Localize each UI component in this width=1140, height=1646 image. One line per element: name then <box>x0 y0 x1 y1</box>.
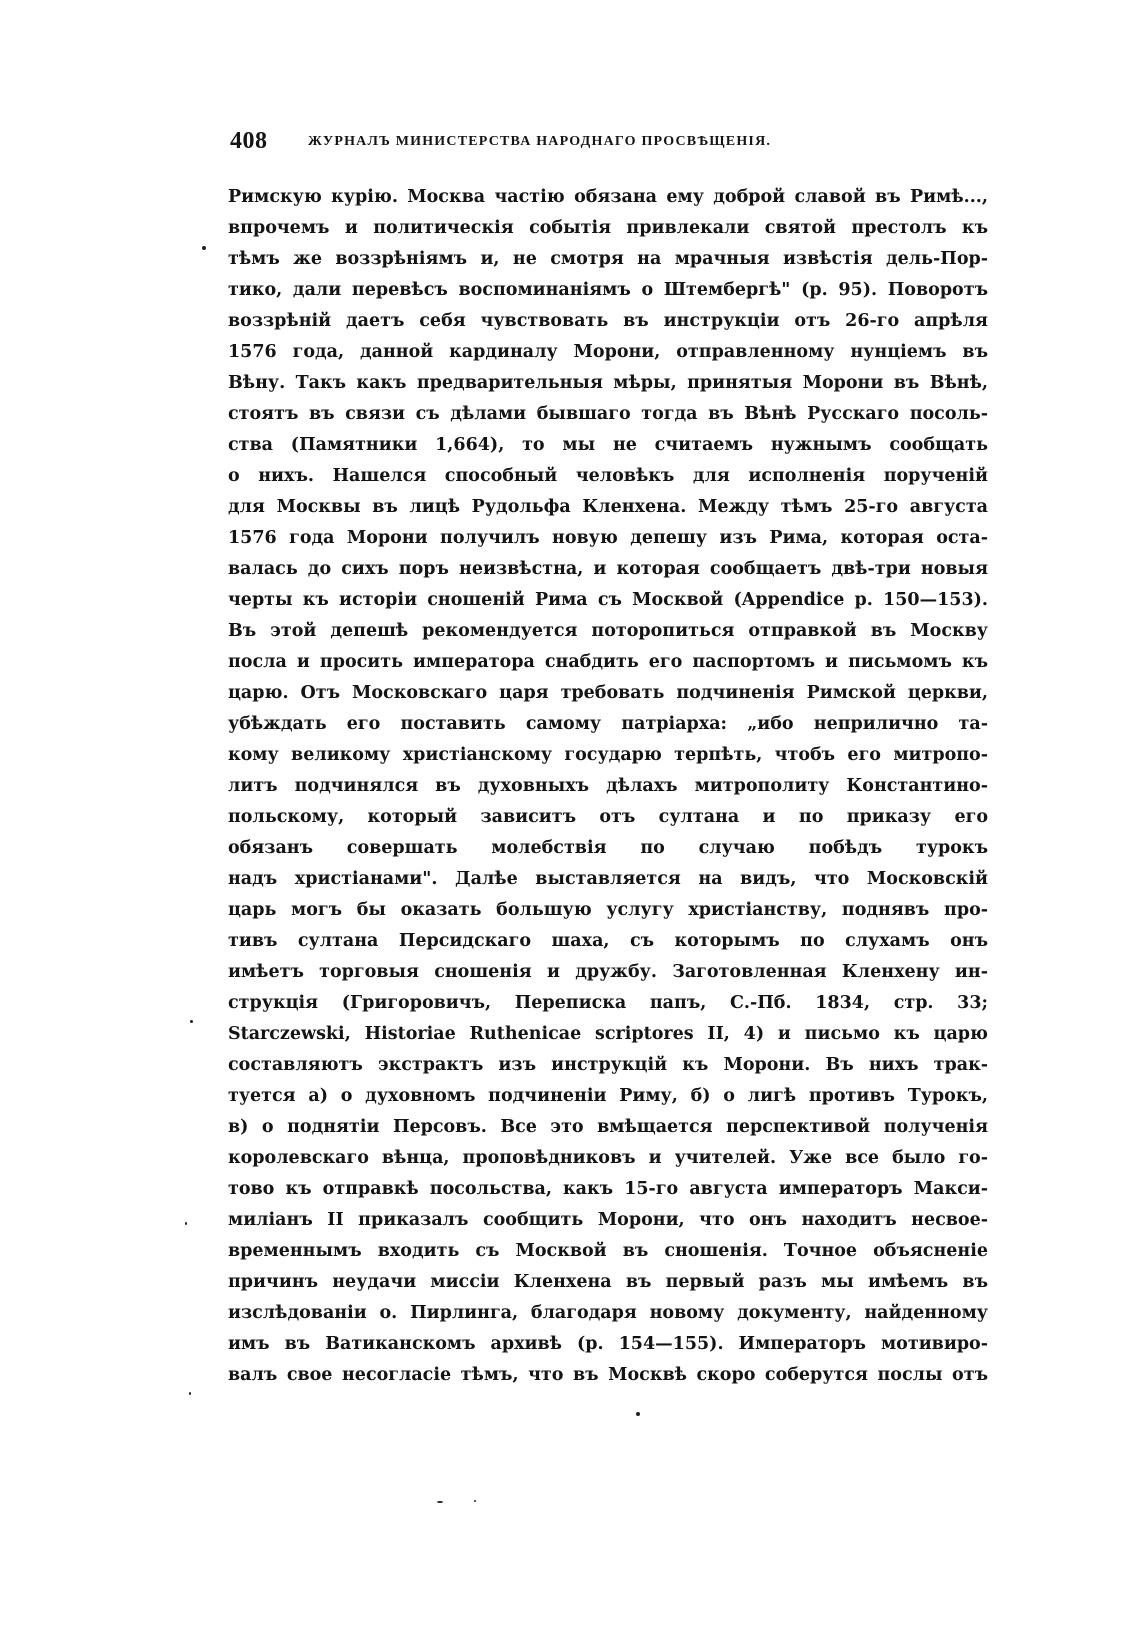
scan-speck <box>437 1501 443 1503</box>
text-line: в) о поднятіи Персовъ. Все это вмѣщается перспективой полученія <box>228 1117 988 1137</box>
scan-speck <box>185 1222 187 1225</box>
text-line: туется а) о духовномъ подчиненіи Риму, б) о лигѣ противъ Турокъ, <box>228 1086 988 1106</box>
text-line: 1576 года, данной кардиналу Морони, отправленному нунціемъ въ <box>228 342 988 362</box>
text-line: царю. Отъ Московскаго царя требовать подчиненія Римской церкви, <box>228 683 988 703</box>
text-line: Римскую курію. Москва частію обязана ему доброй славой въ Римѣ..., <box>228 187 988 207</box>
text-line: имъ въ Ватиканскомъ архивѣ (р. 154—155). Императоръ мотивиро- <box>228 1334 988 1354</box>
text-line: стоятъ въ связи съ дѣлами бывшаго тогда въ Вѣнѣ Русскаго посоль- <box>228 404 988 424</box>
body-text <box>228 182 988 1391</box>
text-line: валъ свое несогласіе тѣмъ, что въ Москвѣ скоро соберутся послы отъ <box>228 1365 988 1385</box>
text-line: временнымъ входить съ Москвой въ сношенія. Точное объясненіе <box>228 1241 988 1261</box>
scan-speck <box>202 246 206 250</box>
text-line: о нихъ. Нашелся способный человѣкъ для исполненія порученій <box>228 466 988 486</box>
text-line: тѣмъ же воззрѣніямъ и, не смотря на мрачныя извѣстія дель-Пор- <box>228 249 988 269</box>
text-line: королевскаго вѣнца, проповѣдниковъ и учителей. Уже все было го- <box>228 1148 988 1168</box>
scan-speck <box>474 1500 476 1502</box>
text-line: тивъ султана Персидскаго шаха, съ которымъ по слухамъ онъ <box>228 931 988 951</box>
text-line: убѣждать его поставить самому патріарха: „ибо неприлично та- <box>228 714 988 734</box>
text-line: воззрѣній даетъ себя чувствовать въ инструкціи отъ 26-го апрѣля <box>228 311 988 331</box>
scan-speck <box>190 1020 193 1023</box>
text-line: литъ подчинялся въ духовныхъ дѣлахъ митрополиту Константино- <box>228 776 988 796</box>
text-line: причинъ неудачи миссіи Кленхена въ первый разъ мы имѣемъ въ <box>228 1272 988 1292</box>
scan-speck <box>636 1412 640 1416</box>
page-number: 408 <box>230 128 268 154</box>
text-line: тово къ отправкѣ посольства, какъ 15-го августа императоръ Макси- <box>228 1179 988 1199</box>
text-line: валась до сихъ поръ неизвѣстна, и которая сообщаетъ двѣ-три новыя <box>228 559 988 579</box>
text-line: составляютъ экстрактъ изъ инструкцій къ Морони. Въ нихъ трак- <box>228 1055 988 1075</box>
text-line: ства (Памятники 1,664), то мы не считаемъ нужнымъ сообщать <box>228 435 988 455</box>
journal-title: ЖУРНАЛЪ МИНИСТЕРСТВА НАРОДНАГО ПРОСВѢЩЕНІЯ. <box>308 134 772 149</box>
text-line: Starczewski, Historiae Ruthenicae scriptores II, 4) и письмо къ царю <box>228 1024 988 1044</box>
text-line: царь могъ бы оказать большую услугу христіанству, поднявъ про- <box>228 900 988 920</box>
text-line: 1576 года Морони получилъ новую депешу изъ Рима, которая оста- <box>228 528 988 548</box>
text-line: имѣетъ торговыя сношенія и дружбу. Заготовленная Кленхену ин- <box>228 962 988 982</box>
text-line: Вѣну. Такъ какъ предварительныя мѣры, принятыя Морони въ Вѣнѣ, <box>228 373 988 393</box>
text-line: струкція (Григоровичъ, Переписка папъ, С.-Пб. 1834, стр. 33; <box>228 993 988 1013</box>
text-line: надъ христіанами". Далѣе выставляется на видъ, что Московскій <box>228 869 988 889</box>
text-line: впрочемъ и политическія событія привлекали святой престолъ къ <box>228 218 988 238</box>
running-head <box>230 128 990 162</box>
text-line: польскому, который зависитъ отъ султана и по приказу его <box>228 807 988 827</box>
scan-speck <box>189 1392 191 1395</box>
text-line: изслѣдованіи о. Пирлинга, благодаря новому документу, найденному <box>228 1303 988 1323</box>
text-line: миліанъ II приказалъ сообщить Морони, что онъ находитъ несвое- <box>228 1210 988 1230</box>
text-line: посла и просить императора снабдить его паспортомъ и письмомъ къ <box>228 652 988 672</box>
text-line: для Москвы въ лицѣ Рудольфа Кленхена. Между тѣмъ 25-го августа <box>228 497 988 517</box>
text-line: тико, дали перевѣсъ воспоминаніямъ о Штембергѣ" (р. 95). Поворотъ <box>228 280 988 300</box>
text-line: обязанъ совершать молебствія по случаю побѣдъ турокъ <box>228 838 988 858</box>
text-line: черты къ исторіи сношеній Рима съ Москвой (Appendice р. 150—153). <box>228 590 988 610</box>
text-line: Въ этой депешѣ рекомендуется поторопиться отправкой въ Москву <box>228 621 988 641</box>
text-line: кому великому христіанскому государю терпѣть, чтобъ его митропо- <box>228 745 988 765</box>
